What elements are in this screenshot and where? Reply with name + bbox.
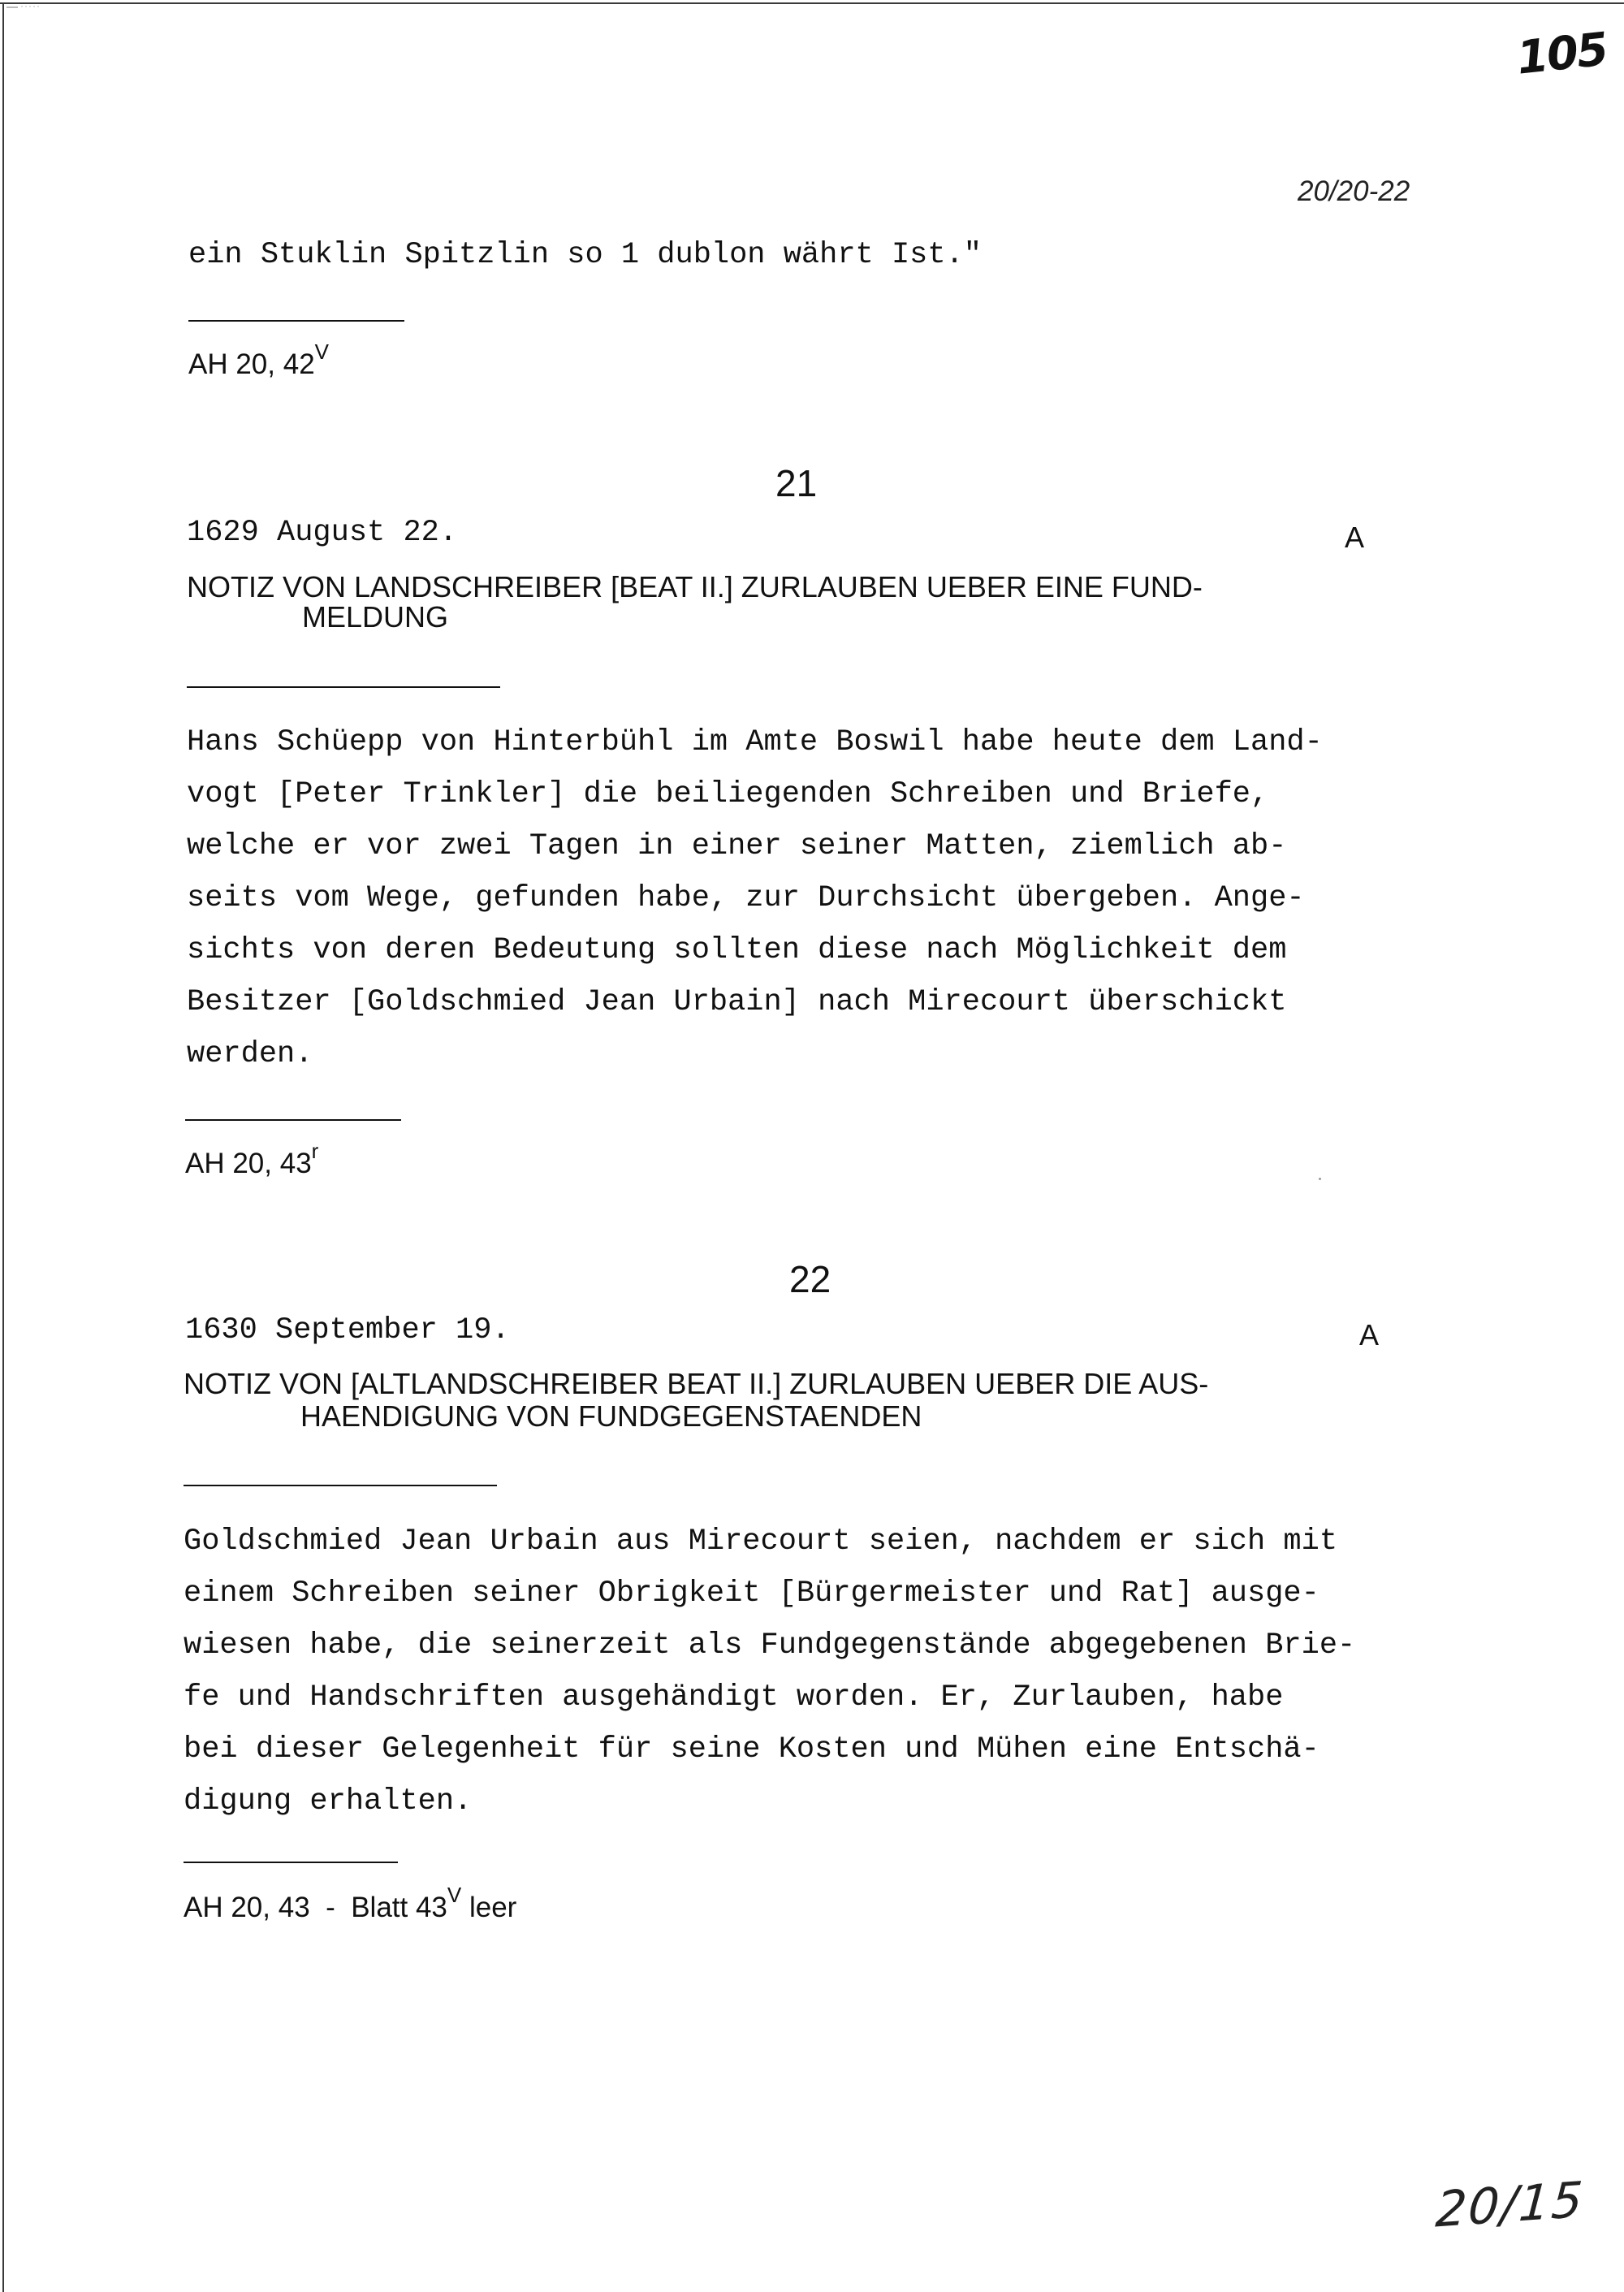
scan-speck [1319,1178,1321,1180]
scan-border-left [2,2,4,2292]
entry-date: 1630 September 19. [185,1313,510,1347]
body-line: wiesen habe, die seinerzeit als Fundgegenstände abgegebenen Brie- [184,1628,1356,1663]
source-citation-sup: r [311,1139,319,1163]
body-line: bei dieser Gelegenheit für seine Kosten und Mühen eine Entschä- [184,1732,1320,1767]
body-line: fe und Handschriften ausgehändigt worden. Er, Zurlauben, habe [184,1680,1284,1715]
corner-scan-mark [6,5,39,13]
body-line: welche er vor zwei Tagen in einer seiner Matten, ziemlich ab- [187,829,1287,863]
fragment-text: ein Stuklin Spitzlin so 1 dublon währt Ist." [188,238,982,272]
entry-title: NOTIZ VON [ALTLANDSCHREIBER BEAT II.] ZURLAUBEN UEBER DIE AUS- [184,1367,1209,1400]
entry-marker: A [1359,1318,1380,1351]
source-citation [184,1884,516,1922]
page-reference: 20/20-22 [1298,175,1410,207]
entry-title-continued: MELDUNG [302,600,449,634]
source-citation-sup: V [447,1883,462,1907]
footer-handwritten-note: 20/15 [1433,2171,1587,2239]
body-line: werden. [187,1037,313,1071]
body-line: einem Schreiben seiner Obrigkeit [Bürgermeister und Rat] ausge- [184,1576,1320,1611]
source-citation-text: AH 20, 42 [188,348,315,380]
body-line: digung erhalten. [184,1784,473,1818]
entry-title-continued: HAENDIGUNG VON FUNDGEGENSTAENDEN [300,1399,922,1433]
folio-number-handwritten: 105 [1514,23,1609,85]
entry-marker: A [1345,521,1365,554]
source-citation [188,341,329,378]
source-citation-suffix: leer [461,1892,517,1923]
body-line: Besitzer [Goldschmied Jean Urbain] nach Mirecourt überschickt [187,985,1287,1019]
separator-rule [188,320,404,322]
scan-border-top [0,2,1624,4]
entry-number: 21 [775,462,818,504]
body-line: sichts von deren Bedeutung sollten diese nach Möglichkeit dem [187,933,1287,967]
separator-rule [184,1862,398,1863]
source-citation [185,1140,318,1178]
body-line: Goldschmied Jean Urbain aus Mirecourt seien, nachdem er sich mit [184,1524,1338,1559]
body-line: Hans Schüepp von Hinterbühl im Amte Boswil habe heute dem Land- [187,725,1323,759]
body-line: seits vom Wege, gefunden habe, zur Durchsicht übergeben. Ange- [187,881,1305,915]
source-citation-text: AH 20, 43 - Blatt 43 [184,1892,447,1923]
entry-number: 22 [789,1258,831,1300]
separator-rule [184,1485,497,1486]
source-citation-sup: V [314,339,329,364]
separator-rule [187,686,500,688]
entry-date: 1629 August 22. [187,516,458,550]
separator-rule [185,1119,401,1121]
entry-title: NOTIZ VON LANDSCHREIBER [BEAT II.] ZURLAUBEN UEBER EINE FUND- [187,570,1203,603]
source-citation-text: AH 20, 43 [185,1148,312,1179]
body-line: vogt [Peter Trinkler] die beiliegenden Schreiben und Briefe, [187,777,1269,811]
